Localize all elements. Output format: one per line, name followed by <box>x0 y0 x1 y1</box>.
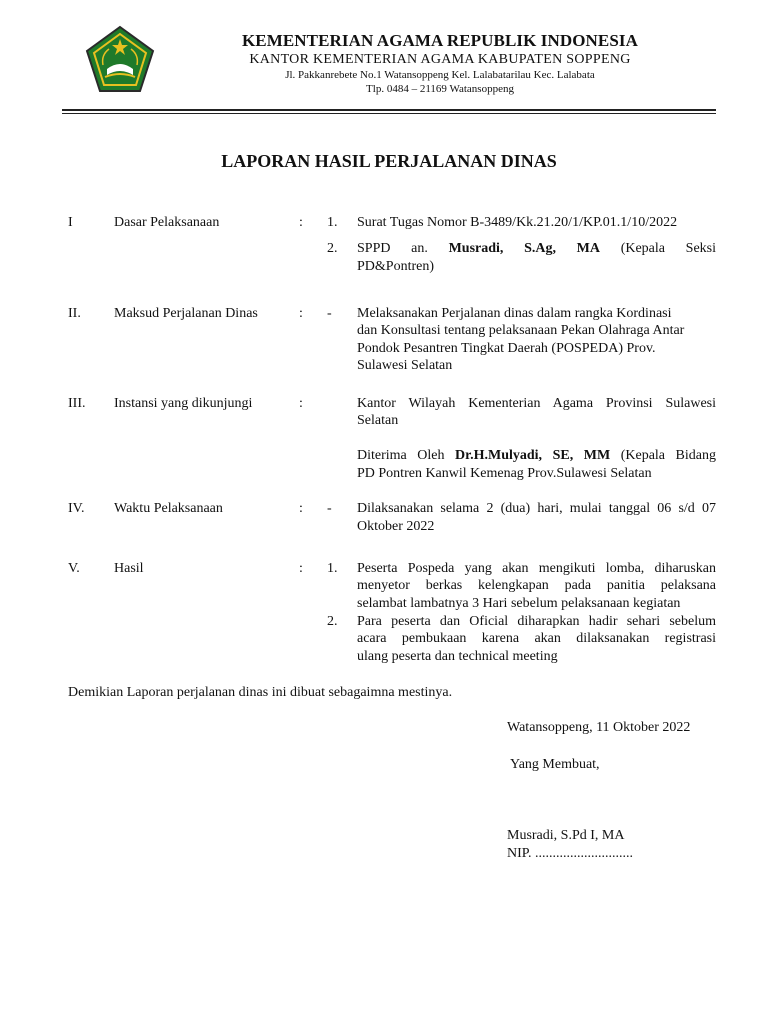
receiver-name: Dr.H.Mulyadi, SE, MM <box>455 448 611 463</box>
section-4-label: Waktu Pelaksanaan <box>114 501 223 516</box>
kemenag-emblem-icon <box>85 25 155 95</box>
section-1-item-2-line-2: PD&Pontren) <box>357 259 434 274</box>
header-phone: Tlp. 0484 – 21169 Watansoppeng <box>366 83 514 95</box>
header-divider-thin <box>62 113 716 114</box>
header-ministry-name: KEMENTERIAN AGAMA REPUBLIK INDONESIA <box>241 31 639 50</box>
section-2-line-3: Pondok Pesantren Tingkat Daerah (POSPEDA) Prov. <box>357 341 656 356</box>
section-2-colon: : <box>299 306 303 321</box>
sppd-name: Musradi, S.Ag, MA <box>448 241 600 256</box>
signature-name: Musradi, S.Pd I, MA <box>507 828 625 843</box>
section-3-number: III. <box>68 396 86 411</box>
section-1-item-1-text: Surat Tugas Nomor B-3489/Kk.21.20/1/KP.01.1/10/2022 <box>357 215 678 230</box>
section-1-colon: : <box>299 215 303 230</box>
header-office-name: KANTOR KEMENTERIAN AGAMA KABUPATEN SOPPENG <box>249 52 631 67</box>
section-3-colon: : <box>299 396 303 411</box>
section-3-line-3: Diterima Oleh Dr.H.Mulyadi, SE, MM (Kepala Bidang <box>357 448 717 463</box>
section-1-number: I <box>68 215 73 230</box>
signature-role: Yang Membuat, <box>507 757 600 772</box>
section-4-dash: - <box>327 501 332 516</box>
section-5-item-2-line-1: Para peserta dan Oficial diharapkan hadir sehari sebelum <box>357 614 716 629</box>
section-4-number: IV. <box>68 501 85 516</box>
section-1-item-2-line-1: SPPD an. Musradi, S.Ag, MA (Kepala Seksi <box>357 241 717 256</box>
section-3-label: Instansi yang dikunjungi <box>114 396 253 411</box>
signature-place-date: Watansoppeng, 11 Oktober 2022 <box>507 720 691 735</box>
section-5-item-1-line-3: selambat lambatnya 3 Hari sebelum pelaksanaan kegiatan <box>357 596 681 611</box>
section-5-item-2-line-2: acara pembukaan karena akan dilaksanakan registrasi <box>357 631 716 646</box>
section-4-colon: : <box>299 501 303 516</box>
section-4-line-2: Oktober 2022 <box>357 519 435 534</box>
header-divider-thick <box>62 109 716 111</box>
closing-statement: Demikian Laporan perjalanan dinas ini dibuat sebagaimna mestinya. <box>68 685 453 700</box>
section-1-item-1-number: 1. <box>327 215 338 230</box>
section-2-number: II. <box>68 306 81 321</box>
section-5-item-2-number: 2. <box>327 614 338 629</box>
signature-nip: NIP. ............................ <box>507 846 634 861</box>
section-2-line-4: Sulawesi Selatan <box>357 358 453 373</box>
section-3-line-2: Selatan <box>357 413 399 428</box>
section-3-line-1: Kantor Wilayah Kementerian Agama Provinsi Sulawesi <box>357 396 716 411</box>
section-2-line-2: dan Konsultasi tentang pelaksanaan Pekan Olahraga Antar <box>357 323 685 338</box>
section-5-label: Hasil <box>114 561 144 576</box>
section-1-label: Dasar Pelaksanaan <box>114 215 220 230</box>
section-4-line-1: Dilaksanakan selama 2 (dua) hari, mulai tanggal 06 s/d 07 <box>357 501 716 516</box>
header-address: Jl. Pakkanrebete No.1 Watansoppeng Kel. Lalabatarilau Kec. Lalabata <box>285 69 595 81</box>
section-5-item-1-line-1: Peserta Pospeda yang akan mengikuti lomba, diharuskan <box>357 561 716 576</box>
section-1-item-2-number: 2. <box>327 241 338 256</box>
section-5-number: V. <box>68 561 80 576</box>
section-5-item-1-line-2: menyetor berkas kelengkapan pada panitia pelaksana <box>357 578 716 593</box>
section-5-item-1-number: 1. <box>327 561 338 576</box>
section-2-line-1: Melaksanakan Perjalanan dinas dalam rangka Kordinasi <box>357 306 672 321</box>
section-5-colon: : <box>299 561 303 576</box>
document-title: LAPORAN HASIL PERJALANAN DINAS <box>221 151 557 171</box>
section-3-line-4: PD Pontren Kanwil Kemenag Prov.Sulawesi Selatan <box>357 466 652 481</box>
section-2-label: Maksud Perjalanan Dinas <box>114 306 258 321</box>
section-5-item-2-line-3: ulang peserta dan technical meeting <box>357 649 558 664</box>
section-2-dash: - <box>327 306 332 321</box>
